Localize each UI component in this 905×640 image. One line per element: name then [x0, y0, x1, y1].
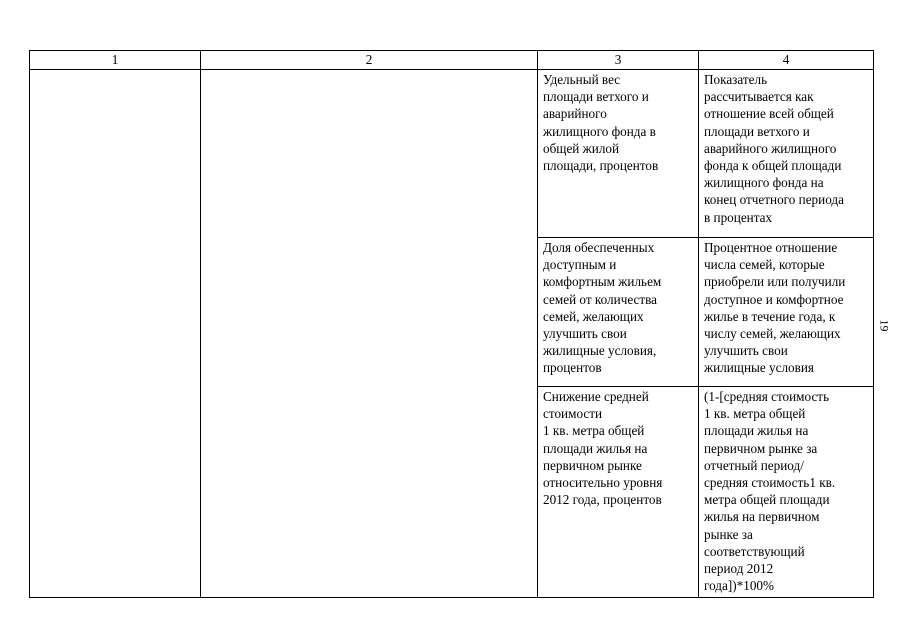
indicator-name-cell	[538, 238, 699, 387]
indicators-table	[29, 50, 874, 598]
indicator-name-text: Доля обеспеченных доступным и комфортным жильем семей от количества семей, желающих улучшить свои жилищные условия, процентов	[543, 240, 662, 376]
indicator-name-cell	[538, 70, 699, 238]
page-number: 19	[877, 319, 892, 332]
header-col-2: 2	[201, 51, 538, 70]
header-col-4: 4	[699, 51, 874, 70]
indicator-method-text: (1-[средняя стоимость 1 кв. метра общей площади жилья на первичном рынке за отчетный период/ средняя стоимость1 кв. метра общей площади жилья на первичном рынке за соответствующий период 2012 года])*100%	[704, 389, 836, 594]
indicator-method-cell	[699, 70, 874, 238]
indicator-name-text: Удельный вес площади ветхого и аварийного жилищного фонда в общей жилой площади, процентов	[543, 72, 659, 174]
indicator-method-text: Показатель рассчитывается как отношение всей общей площади ветхого и аварийного жилищного фонда к общей площади жилищного фонда на конец отчетного периода в процентах	[704, 72, 844, 225]
indicator-name-text: Снижение средней стоимости 1 кв. метра общей площади жилья на первичном рынке относительно уровня 2012 года, процентов	[543, 389, 663, 508]
indicator-method-text: Процентное отношение числа семей, которые приобрели или получили доступное и комфортное жилье в течение года, к числу семей, желающих улучшить свои жилищные условия	[704, 240, 846, 376]
header-col-1: 1	[30, 51, 201, 70]
empty-cell-col-2	[201, 70, 538, 598]
indicator-method-cell	[699, 387, 874, 598]
header-col-3: 3	[538, 51, 699, 70]
indicator-method-cell	[699, 238, 874, 387]
table-row	[30, 70, 874, 238]
indicator-name-cell	[538, 387, 699, 598]
table-header-row	[30, 51, 874, 70]
empty-cell-col-1	[30, 70, 201, 598]
